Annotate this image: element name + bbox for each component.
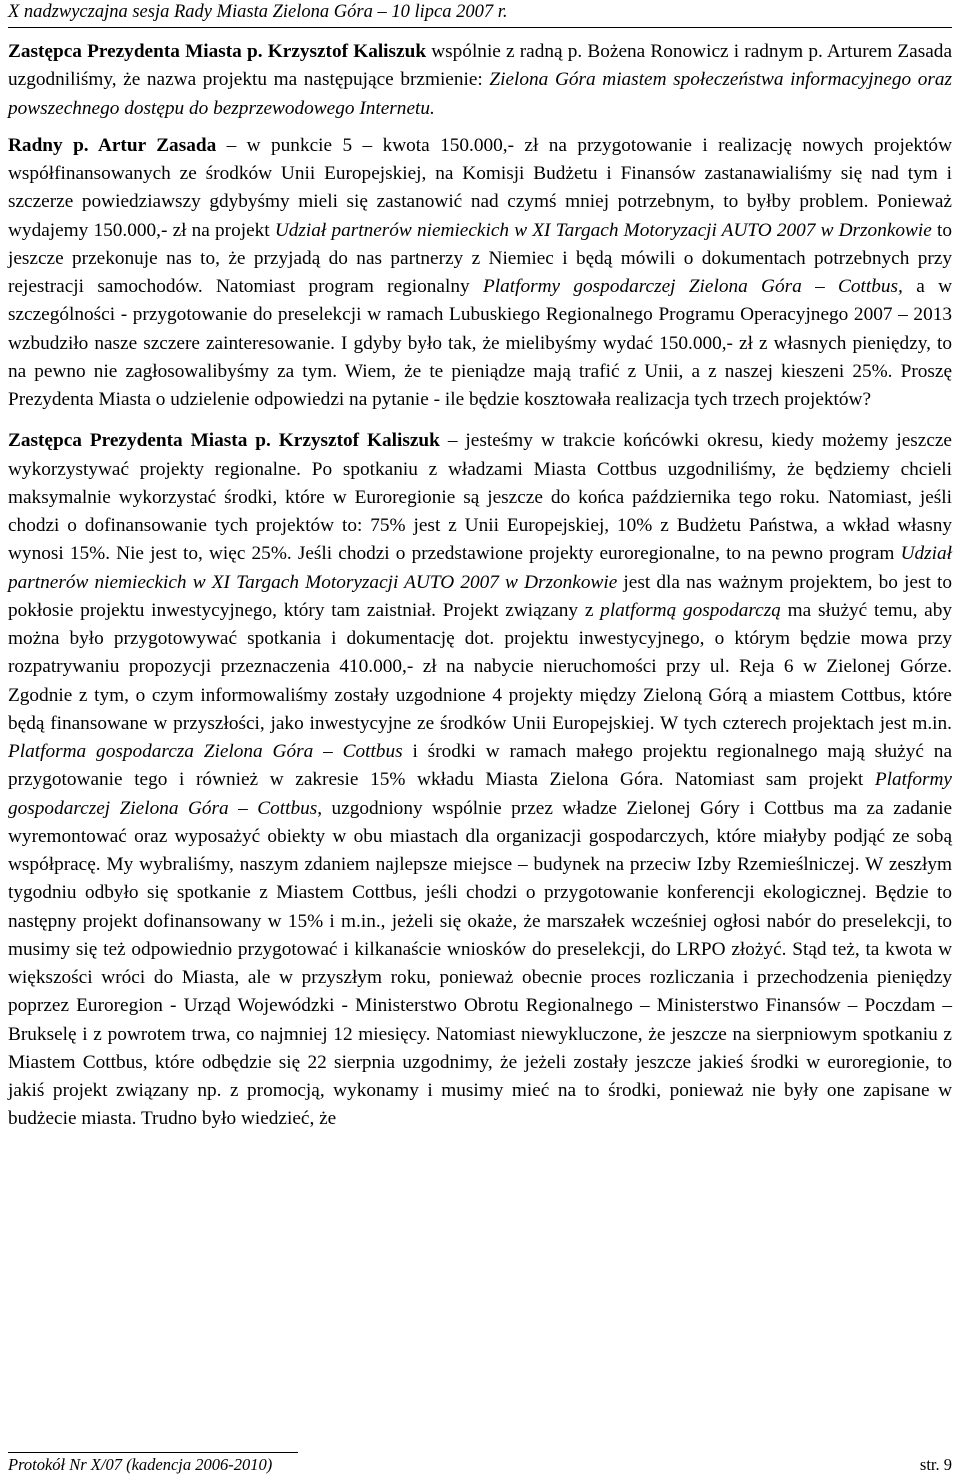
protocol-label: Protokół Nr X/07 (kadencja 2006-2010): [8, 1455, 273, 1474]
text-run: jest dla nas ważnym projektem, bo jest to pokłosie projektu inwestycyjnego, który tam zaistniał. Projekt związany z: [8, 571, 952, 621]
page-number: str. 9: [919, 1455, 952, 1474]
text-run-italic: Zielona Góra miastem społeczeństwa informacyjnego oraz powszechnego dostępu do bezprzewodowego Internetu.: [8, 69, 953, 119]
text-run: to jeszcze przekonuje nas to, że przyjadą do nas partnerzy z Niemiec i będą mówili o dokumentach potrzebnych przy rejestracji samochodów. Natomiast program regionalny: [8, 219, 952, 297]
text-run: wspólnie z radną p. Bożena Ronowicz i radnym p. Arturem Zasada uzgodniliśmy, że nazwa projektu ma następujące brzmienie:: [8, 41, 953, 91]
header-rule: [8, 27, 952, 28]
text-run-italic: Platformy gospodarczej Zielona Góra – Cottbus,: [482, 276, 903, 297]
speaker-name: Radny p. Artur Zasada: [8, 134, 217, 156]
document-body: [8, 38, 952, 1147]
paragraph: [8, 427, 952, 1133]
text-run: i środki w ramach małego projektu regionalnego mają służyć na przygotowanie tego i również w zakresie 15% wkładu Miasta Zielona Góra. Natomiast sam projekt: [8, 741, 953, 791]
paragraph: [8, 132, 952, 415]
footer-rule: [8, 1452, 298, 1453]
text-run-italic: Platforma gospodarcza Zielona Góra – Cottbus: [8, 741, 403, 762]
page-footer: [8, 1455, 952, 1475]
speaker-name: Zastępca Prezydenta Miasta p. Krzysztof Kaliszuk: [8, 430, 440, 452]
text-run-italic: Udział partnerów niemieckich w XI Targach Motoryzacji AUTO 2007 w Drzonkowie: [8, 543, 952, 593]
paragraph: [8, 38, 952, 123]
page-header: X nadzwyczajna sesja Rady Miasta Zielona Góra – 10 lipca 2007 r.: [8, 2, 508, 22]
text-run-italic: Udział partnerów niemieckich w XI Targach Motoryzacji AUTO 2007 w Drzonkowie: [274, 219, 932, 241]
speaker-name: Zastępca Prezydenta Miasta p. Krzysztof Kaliszuk: [8, 41, 427, 62]
text-run: ma służyć temu, aby można było przygotowywać spotkania i dokumentację dot. projektu inwestycyjnego, o którym będzie mowa przy rozpatrywaniu propozycji przeznaczenia 410.000,- zł na nabycie nieruchomości przy ul. Reja 6 w Zielonej Górze. Zgodnie z tym, o czym informowaliśmy zostały uzgodnione 4 projekty między Zieloną Górą a miastem Cottbus, które będą finansowane w przyszłości, jako inwestycyjne ze środków Unii Europejskiej. W tych czterech projektach jest m.in.: [8, 599, 953, 734]
text-run: a w szczególności - przygotowanie do preselekcji w ramach Lubuskiego Regionalnego Programu Operacyjnego 2007 – 2013 wzbudziło nasze szczere zainteresowanie. I gdyby było tak, że mielibyśmy wydać 150.000,- zł z własnych pieniędzy, to na pewno nie zagłosowalibyśmy za tym. Wiem, że te pieniądze mają trafić z Unii, a z naszej kieszeni 25%. Proszę Prezydenta Miasta o udzielenie odpowiedzi na pytanie - ile będzie kosztowała realizacja tych trzech projektów?: [8, 276, 952, 410]
text-run: – w punkcie 5 – kwota 150.000,- zł na przygotowanie i realizację nowych projektów współfinansowanych ze środków Unii Europejskiej, na Komisji Budżetu i Finansów zastanawialiśmy się nad tym i szczerze powiedziawszy gdybyśmy mieli się zastanowić nad czymś mniej potrzebnym, to byłby problem. Ponieważ wydajemy 150.000,- zł na projekt: [8, 134, 952, 241]
text-run: , uzgodniony wspólnie przez władze Zielonej Góry i Cottbus ma za zadanie wyremontować oraz wyposażyć obiekty w obu miastach dla organizacji gospodarczych, które miałyby podjąć ze sobą współpracę. My wybraliśmy, naszym zdaniem najlepsze miejsce – budynek na przeciw Izby Rzemieślniczej. W zeszłym tygodniu odbyło się spotkanie z Miastem Cottbus, jeśli chodzi o przygotowanie konferencji ekologicznej. Będzie to następny projekt dofinansowany w 15% i m.in., jeżeli się okaże, że marszałek wcześniej ogłosi nabór do preselekcji, to musimy się też odpowiednio przygotować i kilkanaście wniosków do preselekcji, do LRPO złożyć. Stąd też, ta kwota w większości wróci do Miasta, ale w przyszłym roku, ponieważ obecnie proces rozliczania i przechodzenia pieniędzy poprzez Euroregion - Urząd Wojewódzki - Ministerstwo Obrotu Regionalnego – Ministerstwo Finansów – Poczdam – Brukselę i z powrotem trwa, co najmniej 12 miesięcy. Natomiast niewykluczone, że jeszcze na sierpniowym spotkaniu z Miastem Cottbus, które odbędzie się 22 sierpnia uzgodnimy, że jeżeli zostały jeszcze jakieś środki w euroregionie, to jakiś projekt związany np. z promocją, wykonamy i musimy mieć na to środki, ponieważ nie były one zapisane w budżecie miasta. Trudno było wiedzieć, że: [8, 797, 952, 1130]
text-run-italic: Platformy gospodarczej Zielona Góra – Cottbus: [8, 769, 952, 819]
text-run-italic: platformą gospodarczą: [600, 599, 781, 621]
text-run: – jesteśmy w trakcie końcówki okresu, kiedy możemy jeszcze wykorzystywać projekty regionalne. Po spotkaniu z władzami Miasta Cottbus uzgodniliśmy, że będziemy chcieli maksymalnie wykorzystać środki, które w Euroregionie są jeszcze do końca października tego roku. Natomiast, jeśli chodzi o dofinansowanie tych projektów to: 75% jest z Unii Europejskiej, 10% z Budżetu Państwa, a wkład własny wynosi 15%. Nie jest to, więc 25%. Jeśli chodzi o przedstawione projekty euroregionalne, to na pewno program: [8, 430, 952, 565]
